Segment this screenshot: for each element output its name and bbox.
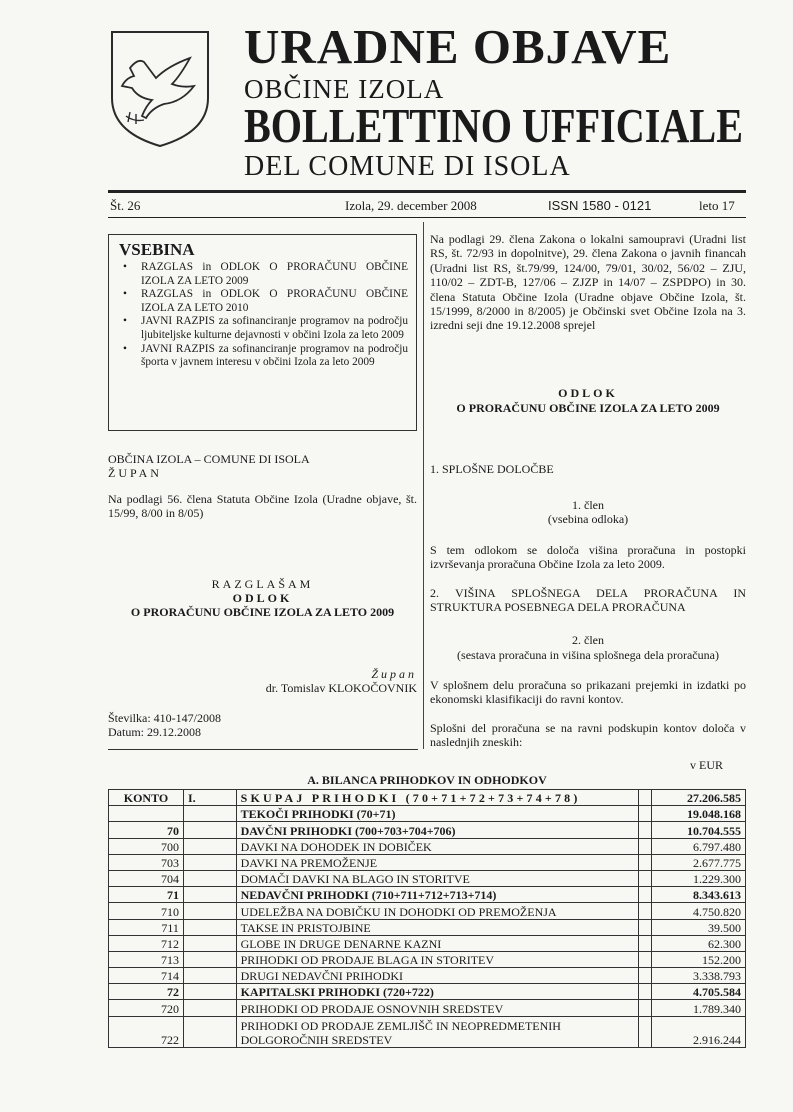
section-2-heading: 2. VIŠINA SPLOŠNEGA DELA PRORAČUNA IN STRUKTURA POSEBNEGA DELA PRORAČUNA	[430, 586, 746, 615]
table-cell-name: SKUPAJ PRIHODKI (70+71+72+73+74+78)	[236, 790, 638, 806]
table-cell-name: KAPITALSKI PRIHODKI (720+722)	[236, 984, 638, 1000]
contents-item: • JAVNI RAZPIS za sofinanciranje programov na področju športa v javnem interesu v občini Izola za leto 2009	[119, 343, 408, 370]
contents-item: • JAVNI RAZPIS za sofinanciranje programov na področju ljubiteljske kulturne dejavnosti v občini Izola za leto 2009	[119, 315, 408, 342]
signature-role: Župan	[371, 667, 417, 681]
issue-info-rule	[108, 217, 746, 218]
table-cell-konto: 71	[109, 887, 184, 903]
municipality-subtitle: OBČINE IZOLA	[244, 74, 445, 104]
table-cell-konto: 700	[109, 838, 184, 854]
column-divider	[423, 222, 424, 749]
article-1-subtitle: (vsebina odloka)	[547, 512, 629, 526]
table-cell-value: 6.797.480	[651, 838, 745, 854]
table-row	[109, 919, 746, 935]
article-1-text: S tem odlokom se določa višina proračuna in postopki izvrševanja proračuna Občine Izola za leto 2009.	[430, 543, 746, 572]
article-2-subtitle: (sestava proračuna in višina splošnega dela proračuna)	[457, 648, 719, 662]
table-row	[109, 984, 746, 1000]
table-cell-name: TAKSE IN PRISTOJBINE	[236, 919, 638, 935]
contents-title: VSEBINA	[119, 240, 195, 259]
table-row	[109, 854, 746, 870]
publication-title-italian: BOLLETTINO UFFICIALE	[244, 98, 744, 153]
article-2-heading: 2. člen	[572, 633, 604, 647]
table-cell-konto: 713	[109, 951, 184, 967]
table-cell-konto: 711	[109, 919, 184, 935]
table-cell-name: PRIHODKI OD PRODAJE OSNOVNIH SREDSTEV	[236, 1000, 638, 1016]
proclamation-heading: RAZGLAŠAM	[211, 577, 314, 591]
proclamation-title: O PRORAČUNU OBČINE IZOLA ZA LETO 2009	[130, 605, 395, 619]
municipality-name: OBČINA IZOLA – COMUNE DI ISOLA	[108, 452, 310, 466]
table-cell-konto: 720	[109, 1000, 184, 1016]
table-row	[109, 1000, 746, 1016]
table-cell-value: 1.229.300	[651, 870, 745, 886]
table-cell-value: 10.704.555	[651, 822, 745, 838]
table-cell-konto: 714	[109, 968, 184, 984]
table-cell-name: PRIHODKI OD PRODAJE ZEMLJIŠČ IN NEOPREDMETENIH DOLGOROČNIH SREDSTEV	[236, 1016, 638, 1047]
table-cell-value: 4.750.820	[651, 903, 745, 919]
issue-number: Št. 26	[110, 198, 141, 213]
table-row	[109, 1016, 746, 1047]
table-row	[109, 903, 746, 919]
table-row	[109, 887, 746, 903]
left-column-rule	[108, 749, 418, 750]
balance-table	[108, 789, 746, 1048]
table-cell-value: 2.916.244	[651, 1016, 745, 1047]
contents-box	[108, 234, 417, 431]
table-cell-konto: 704	[109, 870, 184, 886]
table-cell-konto: 703	[109, 854, 184, 870]
table-cell-name: GLOBE IN DRUGE DENARNE KAZNI	[236, 935, 638, 951]
masthead-rule	[108, 190, 746, 193]
table-cell-name: UDELEŽBA NA DOBIČKU IN DOHODKI OD PREMOŽENJA	[236, 903, 638, 919]
table-row	[109, 806, 746, 822]
table-cell-konto: 710	[109, 903, 184, 919]
table-cell-value: 1.789.340	[651, 1000, 745, 1016]
ordinance-heading: ODLOK	[558, 386, 618, 400]
article-1-heading: 1. člen	[572, 498, 604, 512]
contents-item: • RAZGLAS in ODLOK O PRORAČUNU OBČINE IZOLA ZA LETO 2009	[119, 261, 408, 288]
table-row	[109, 822, 746, 838]
contents-list	[119, 261, 408, 370]
municipality-subtitle-italian: DEL COMUNE DI ISOLA	[244, 151, 571, 182]
table-cell-name: TEKOČI PRIHODKI (70+71)	[236, 806, 638, 822]
publication-title: URADNE OBJAVE	[244, 19, 672, 74]
issn: ISSN 1580 - 0121	[548, 198, 652, 213]
document-date: Datum: 29.12.2008	[108, 725, 201, 739]
table-cell-value: 152.200	[651, 951, 745, 967]
table-cell-value: 27.206.585	[651, 790, 745, 806]
table-cell-name: DAVKI NA DOHODEK IN DOBIČEK	[236, 838, 638, 854]
table-title: A. BILANCA PRIHODKOV IN ODHODKOV	[307, 773, 547, 787]
table-cell-value: 19.048.168	[651, 806, 745, 822]
table-cell-konto: 722	[109, 1016, 184, 1047]
table-cell-name: DAVČNI PRIHODKI (700+703+704+706)	[236, 822, 638, 838]
table-cell-value: 8.343.613	[651, 887, 745, 903]
table-cell-name: NEDAVČNI PRIHODKI (710+711+712+713+714)	[236, 887, 638, 903]
section-1-heading: 1. SPLOŠNE DOLOČBE	[430, 462, 554, 476]
table-cell-value: 39.500	[651, 919, 745, 935]
contents-item: • RAZGLAS in ODLOK O PRORAČUNU OBČINE IZOLA ZA LETO 2010	[119, 288, 408, 315]
table-row	[109, 838, 746, 854]
table-cell-value: 4.705.584	[651, 984, 745, 1000]
table-row	[109, 951, 746, 967]
table-cell-name: DOMAČI DAVKI NA BLAGO IN STORITVE	[236, 870, 638, 886]
currency-label: v EUR	[690, 758, 723, 772]
table-header-konto: KONTO	[109, 790, 184, 806]
table-row	[109, 935, 746, 951]
proclamation-preamble: Na podlagi 56. člena Statuta Občine Izola (Uradne objave, št. 15/99, 8/00 in 8/05)	[108, 492, 417, 520]
table-row	[109, 790, 746, 806]
table-cell-value: 62.300	[651, 935, 745, 951]
table-cell-name: PRIHODKI OD PRODAJE BLAGA IN STORITEV	[236, 951, 638, 967]
signature-name: dr. Tomislav KLOKOČOVNIK	[265, 681, 417, 695]
article-2-text-2: Splošni del proračuna se na ravni podskupin kontov določa v naslednjih zneskih:	[430, 721, 746, 750]
table-cell-name: DRUGI NEDAVČNI PRIHODKI	[236, 968, 638, 984]
issue-date: Izola, 29. december 2008	[345, 198, 477, 213]
document-number: Številka: 410-147/2008	[108, 711, 221, 725]
table-cell-konto: 72	[109, 984, 184, 1000]
table-cell-name: DAVKI NA PREMOŽENJE	[236, 854, 638, 870]
ordinance-title: O PRORAČUNU OBČINE IZOLA ZA LETO 2009	[456, 401, 720, 415]
article-2-text: V splošnem delu proračuna so prikazani prejemki in izdatki po ekonomski klasifikaciji do ravni kontov.	[430, 678, 746, 707]
coat-of-arms-dove-icon	[108, 28, 212, 150]
ordinance-legal-basis: Na podlagi 29. člena Zakona o lokalni samoupravi (Uradni list RS, št. 72/93 in dopolnitve), 29. člena Zakona o javnih financah (Uradni list RS, št.79/99, 124/00, 79/01, 30/02, 56/02 – ZJU, 110/02 – ZDT-B, 127/06 – ZJZP in 14/07 – ZSPDPO) in 30. člena Statuta Občine Izola (Uradne objave Občine Izola, št. 15/1999, 8/2000 in 8/2005) je Občinski svet Občine Izola na 3. izredni seji dne 19.12.2008 sprejel	[430, 232, 746, 333]
table-cell-value: 3.338.793	[651, 968, 745, 984]
mayor-header: ŽUPAN	[108, 466, 162, 480]
table-row	[109, 968, 746, 984]
table-cell-konto	[109, 806, 184, 822]
table-row	[109, 870, 746, 886]
proclamation-odlok: ODLOK	[232, 591, 293, 605]
table-cell-value: 2.677.775	[651, 854, 745, 870]
table-cell-konto: 712	[109, 935, 184, 951]
issue-year: leto 17	[699, 198, 735, 213]
table-header-roman: I.	[183, 790, 236, 806]
table-cell-konto: 70	[109, 822, 184, 838]
